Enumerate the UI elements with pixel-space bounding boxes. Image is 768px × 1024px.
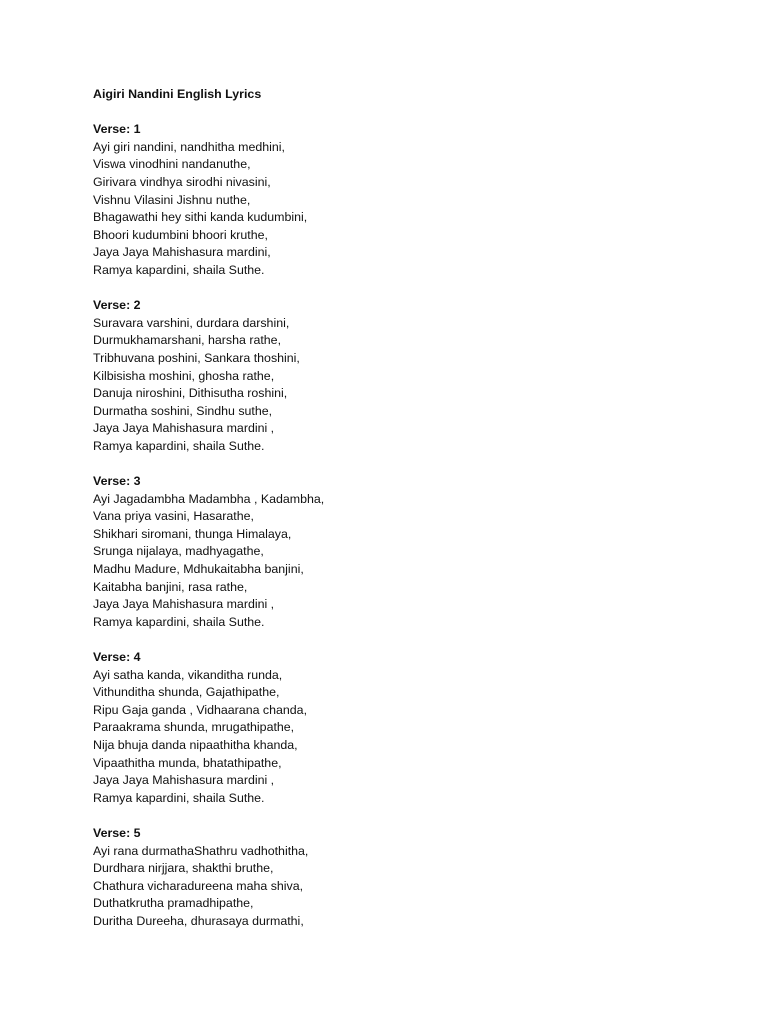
document-title: Aigiri Nandini English Lyrics	[93, 87, 262, 101]
verse-heading: Verse: 3	[93, 474, 141, 489]
lyric-line: Shikhari siromani, thunga Himalaya,	[93, 526, 292, 541]
lyric-line: Jaya Jaya Mahishasura mardini ,	[93, 597, 275, 612]
lyric-line: Durmukhamarshani, harsha rathe,	[93, 333, 282, 348]
verse-block	[93, 473, 733, 631]
lyric-line: Vana priya vasini, Hasarathe,	[93, 509, 254, 524]
verse-block	[93, 825, 733, 931]
lyric-line: Ayi rana durmathaShathru vadhothitha,	[93, 843, 309, 858]
verse-block	[93, 297, 733, 455]
lyric-line: Durmatha soshini, Sindhu suthe,	[93, 403, 273, 418]
verse-heading: Verse: 5	[93, 825, 141, 840]
lyric-line: Jaya Jaya Mahishasura mardini ,	[93, 421, 275, 436]
lyric-line: Bhoori kudumbini bhoori kruthe,	[93, 227, 268, 242]
lyric-line: Ramya kapardini, shaila Suthe.	[93, 262, 265, 277]
lyric-line: Ripu Gaja ganda , Vidhaarana chanda,	[93, 702, 308, 717]
lyric-line: Ayi giri nandini, nandhitha medhini,	[93, 139, 285, 154]
lyric-line: Duritha Dureeha, dhurasaya durmathi,	[93, 913, 304, 928]
lyric-line: Duthatkrutha pramadhipathe,	[93, 896, 254, 911]
lyric-line: Vithunditha shunda, Gajathipathe,	[93, 685, 280, 700]
lyric-line: Danuja niroshini, Dithisutha roshini,	[93, 386, 288, 401]
lyric-line: Ayi satha kanda, vikanditha runda,	[93, 667, 283, 682]
lyric-line: Kilbisisha moshini, ghosha rathe,	[93, 368, 275, 383]
lyric-line: Ayi Jagadambha Madambha , Kadambha,	[93, 491, 325, 506]
lyric-line: Tribhuvana poshini, Sankara thoshini,	[93, 350, 300, 365]
lyric-line: Nija bhuja danda nipaathitha khanda,	[93, 737, 298, 752]
lyric-line: Vishnu Vilasini Jishnu nuthe,	[93, 192, 251, 207]
verse-block	[93, 121, 733, 279]
lyric-line: Durdhara nirjjara, shakthi bruthe,	[93, 861, 274, 876]
lyric-line: Suravara varshini, durdara darshini,	[93, 315, 290, 330]
lyric-line: Paraakrama shunda, mrugathipathe,	[93, 720, 295, 735]
verse-block	[93, 649, 733, 807]
lyric-line: Bhagawathi hey sithi kanda kudumbini,	[93, 210, 308, 225]
verse-heading: Verse: 4	[93, 650, 141, 664]
verse-heading: Verse: 2	[93, 298, 141, 313]
lyric-line: Vipaathitha munda, bhatathipathe,	[93, 755, 282, 770]
lyric-line: Jaya Jaya Mahishasura mardini ,	[93, 773, 275, 788]
lyric-line: Kaitabha banjini, rasa rathe,	[93, 579, 248, 594]
lyric-line: Jaya Jaya Mahishasura mardini,	[93, 245, 271, 260]
lyric-line: Ramya kapardini, shaila Suthe.	[93, 438, 265, 453]
lyric-line: Chathura vicharadureena maha shiva,	[93, 878, 304, 893]
lyric-line: Girivara vindhya sirodhi nivasini,	[93, 174, 271, 189]
lyric-line: Srunga nijalaya, madhyagathe,	[93, 544, 264, 559]
lyric-line: Ramya kapardini, shaila Suthe.	[93, 790, 265, 805]
verse-heading: Verse: 1	[93, 122, 141, 137]
verses-container	[93, 121, 733, 930]
lyric-line: Viswa vinodhini nandanuthe,	[93, 157, 251, 172]
lyric-line: Madhu Madure, Mdhukaitabha banjini,	[93, 562, 304, 577]
document-page	[93, 86, 733, 948]
lyric-line: Ramya kapardini, shaila Suthe.	[93, 614, 265, 629]
